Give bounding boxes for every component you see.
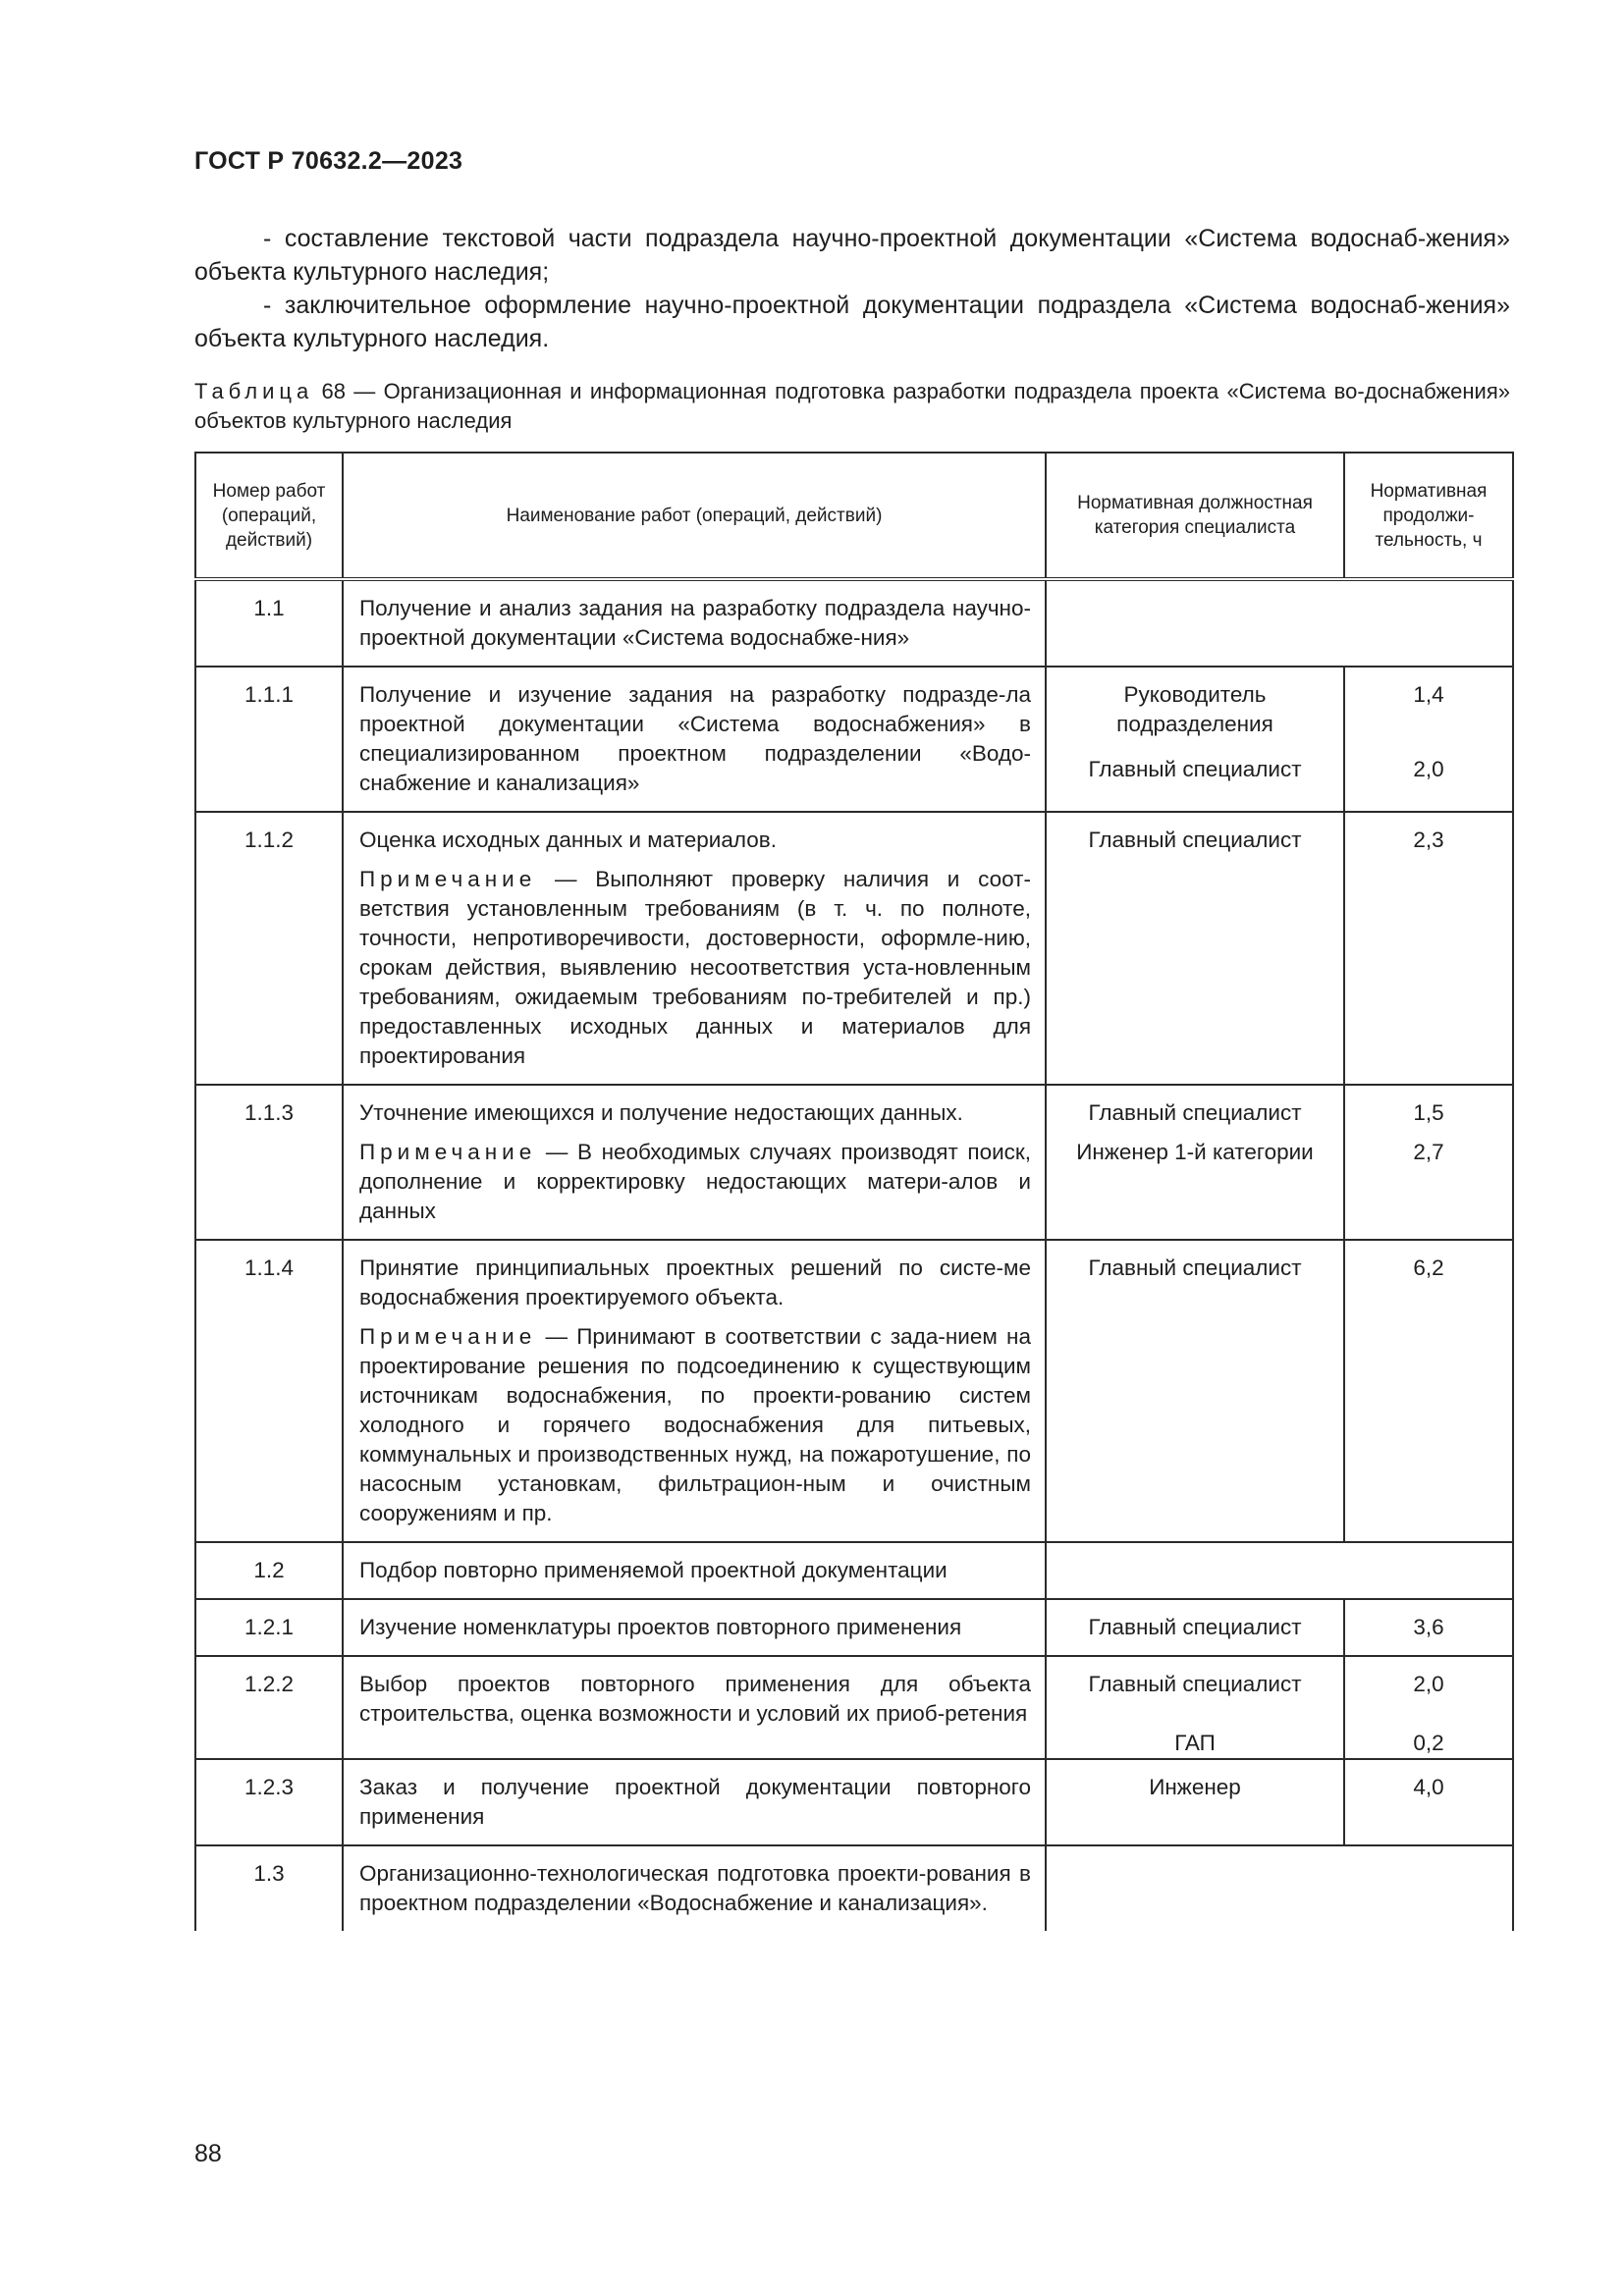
- row-specialist: [1046, 812, 1344, 1085]
- row-number: 1.2.1: [195, 1599, 343, 1656]
- note-label: Примечание: [359, 867, 537, 891]
- specialist-1: Главный специалист: [1088, 1255, 1302, 1280]
- header-number: Номер работ (операций, действий): [195, 453, 343, 579]
- row-empty: [1046, 1845, 1513, 1931]
- header-duration: Нормативная продолжи-тельность, ч: [1344, 453, 1513, 579]
- header-name: Наименование работ (операций, действий): [343, 453, 1046, 579]
- table-caption-text: 68 — Организационная и информационная подготовка разработки подраздела проекта «Система во-доснабжения» объектов культурного наследия: [194, 379, 1510, 433]
- row-empty: [1046, 1542, 1513, 1599]
- row-name: Организационно-технологическая подготовка проекти-рования в проектном подразделении «Водоснабжение и канализация».: [343, 1845, 1046, 1931]
- row-duration: [1344, 667, 1513, 812]
- table-row: [195, 1542, 1513, 1599]
- row-specialist: [1046, 1085, 1344, 1240]
- row-name: [343, 1085, 1046, 1240]
- row-name-text: Уточнение имеющихся и получение недостающих данных.: [359, 1100, 963, 1125]
- table-caption-label: Таблица: [194, 379, 314, 403]
- specialist-2: ГАП: [1174, 1731, 1216, 1755]
- table-row: [195, 812, 1513, 1085]
- row-name: Выбор проектов повторного применения для объекта строительства, оценка возможности и условий их приоб-ретения: [343, 1656, 1046, 1759]
- duration-1: 2,3: [1413, 828, 1444, 852]
- row-name: Получение и изучение задания на разработку подразде-ла проектной документации «Система водоснабжения» в специализированном проектном подразделении «Водо-снабжение и канализация»: [343, 667, 1046, 812]
- table-header-row: [195, 453, 1513, 579]
- specialist-2: Инженер 1-й категории: [1076, 1140, 1314, 1164]
- duration-1: 1,4: [1413, 682, 1444, 707]
- row-number: 1.1.4: [195, 1240, 343, 1542]
- row-duration: [1344, 1240, 1513, 1542]
- intro-paragraph-1: - составление текстовой части подраздела научно-проектной документации «Система водоснаб-жения» объекта культурного наследия;: [194, 225, 1510, 286]
- specialist-1: Инженер: [1149, 1775, 1241, 1799]
- row-name: Изучение номенклатуры проектов повторного применения: [343, 1599, 1046, 1656]
- row-empty: [1046, 579, 1513, 667]
- note-text: — В необходимых случаях производят поиск, дополнение и корректировку недостающих матери-алов и данных: [359, 1140, 1031, 1223]
- row-name-text: Принятие принципиальных проектных решений по систе-ме водоснабжения проектируемого объекта.: [359, 1255, 1031, 1309]
- specialist-1: Главный специалист: [1088, 828, 1302, 852]
- table-caption: [194, 377, 1510, 436]
- intro-text: [194, 222, 1510, 355]
- specialist-2: Главный специалист: [1088, 757, 1302, 781]
- row-number: 1.2.3: [195, 1759, 343, 1845]
- note-label: Примечание: [359, 1324, 537, 1349]
- specialist-1: Главный специалист: [1088, 1100, 1302, 1125]
- row-specialist: [1046, 1240, 1344, 1542]
- duration-1: 6,2: [1413, 1255, 1444, 1280]
- duration-2: 0,2: [1413, 1731, 1444, 1755]
- row-name: [343, 812, 1046, 1085]
- row-note: [359, 1138, 1031, 1226]
- header-specialist: Нормативная должностная категория специалиста: [1046, 453, 1344, 579]
- table-row: [195, 1085, 1513, 1240]
- specialist-1: Главный специалист: [1088, 1615, 1302, 1639]
- row-number: 1.3: [195, 1845, 343, 1931]
- note-text: — Принимают в соответствии с зада-нием на проектирование решения по подсоединению к существующим источникам водоснабжения, по проекти-рованию систем холодного и горячего водоснабжения для питьевых, коммунальных и производственных нужд, на пожаротушение, по насосным установкам, фильтрацион-ным и очистным сооружениям и пр.: [359, 1324, 1031, 1525]
- row-number: 1.1: [195, 579, 343, 667]
- specialist-1: Руководитель подразделения: [1116, 682, 1273, 736]
- work-table: [194, 452, 1514, 1931]
- table-row: [195, 667, 1513, 812]
- table-row: [195, 579, 1513, 667]
- row-note: [359, 865, 1031, 1071]
- row-name-text: Оценка исходных данных и материалов.: [359, 828, 777, 852]
- row-number: 1.1.2: [195, 812, 343, 1085]
- note-label: Примечание: [359, 1140, 537, 1164]
- document-code: ГОСТ Р 70632.2—2023: [194, 147, 463, 175]
- row-duration: [1344, 812, 1513, 1085]
- table-row: [195, 1845, 1513, 1931]
- row-duration: [1344, 1599, 1513, 1656]
- duration-1: 4,0: [1413, 1775, 1444, 1799]
- table-row: [195, 1240, 1513, 1542]
- row-number: 1.2.2: [195, 1656, 343, 1759]
- row-duration: [1344, 1656, 1513, 1759]
- row-name: Заказ и получение проектной документации повторного применения: [343, 1759, 1046, 1845]
- row-number: 1.1.1: [195, 667, 343, 812]
- duration-1: 3,6: [1413, 1615, 1444, 1639]
- page-number: 88: [194, 2140, 222, 2167]
- row-name: [343, 1240, 1046, 1542]
- table-row: [195, 1759, 1513, 1845]
- row-duration: [1344, 1085, 1513, 1240]
- duration-1: 2,0: [1413, 1672, 1444, 1696]
- row-note: [359, 1322, 1031, 1528]
- row-name: Подбор повторно применяемой проектной документации: [343, 1542, 1046, 1599]
- duration-2: 2,0: [1413, 757, 1444, 781]
- row-specialist: [1046, 1759, 1344, 1845]
- specialist-1: Главный специалист: [1088, 1672, 1302, 1696]
- row-number: 1.2: [195, 1542, 343, 1599]
- intro-paragraph-2: - заключительное оформление научно-проектной документации подраздела «Система водоснаб-жения» объекта культурного наследия.: [194, 292, 1510, 352]
- table-row: [195, 1599, 1513, 1656]
- row-duration: [1344, 1759, 1513, 1845]
- row-specialist: [1046, 667, 1344, 812]
- note-text: — Выполняют проверку наличия и соот-ветствия установленным требованиям (в т. ч. по полноте, точности, непротиворечивости, достоверности, оформле-нию, срокам действия, выявлению несоответствия уста-новленным требованиям, ожидаемым требованиям по-требителей и пр.) предоставленных исходных данных и материалов для проектирования: [359, 867, 1031, 1068]
- row-specialist: [1046, 1656, 1344, 1759]
- table-row: [195, 1656, 1513, 1759]
- row-number: 1.1.3: [195, 1085, 343, 1240]
- row-name: Получение и анализ задания на разработку подраздела научно-проектной документации «Система водоснабже-ния»: [343, 579, 1046, 667]
- duration-2: 2,7: [1413, 1140, 1444, 1164]
- row-specialist: [1046, 1599, 1344, 1656]
- duration-1: 1,5: [1413, 1100, 1444, 1125]
